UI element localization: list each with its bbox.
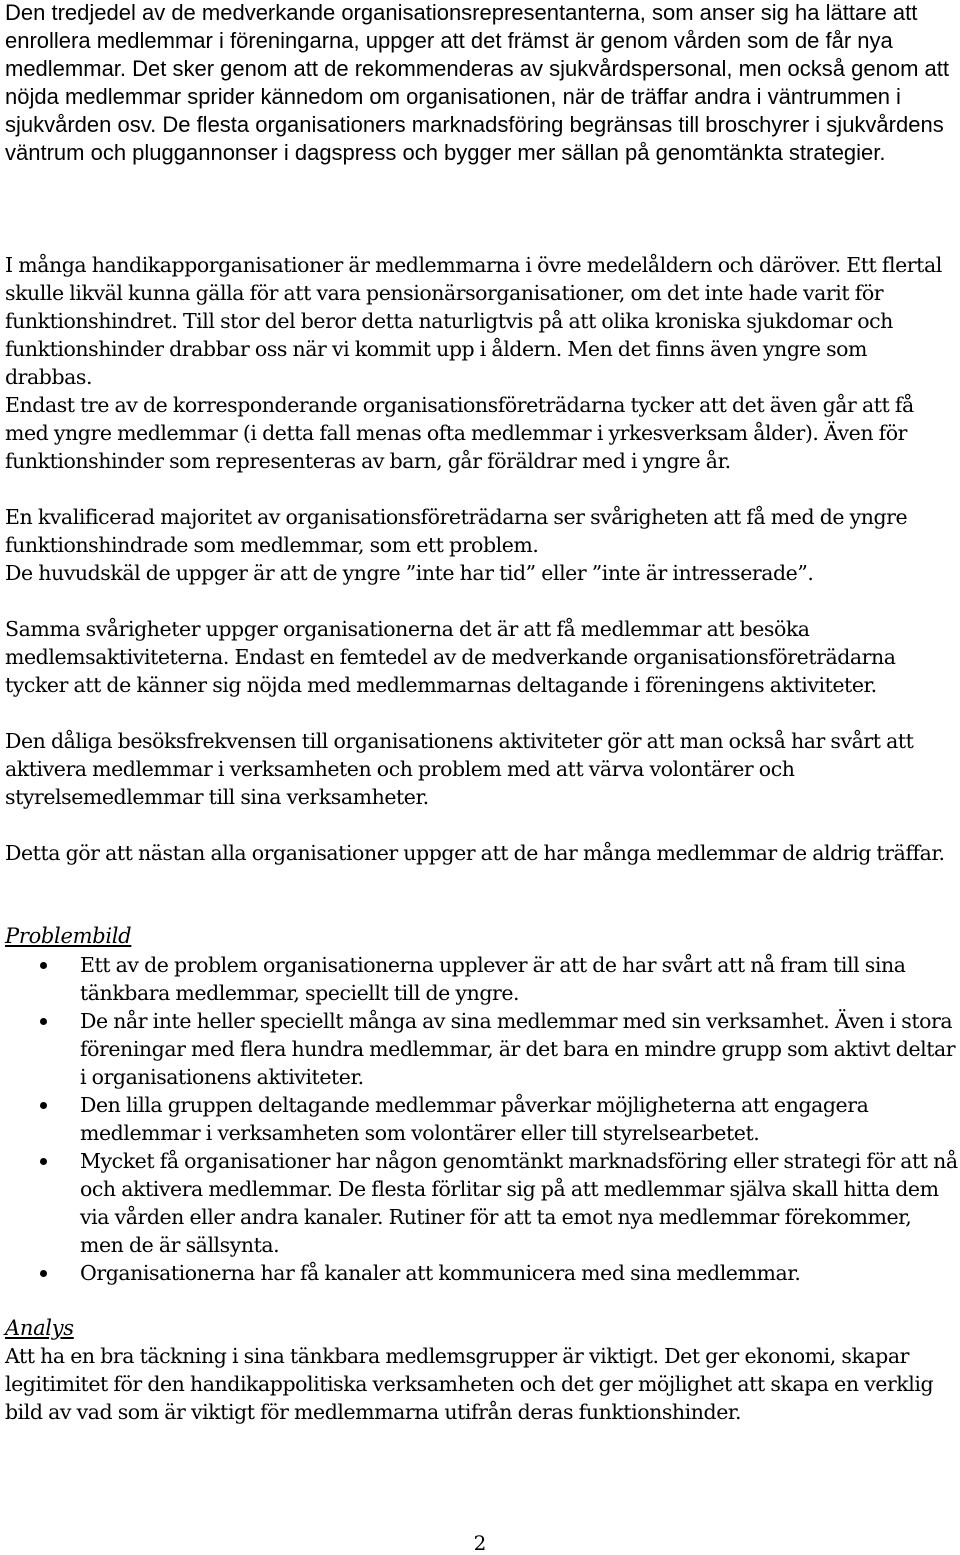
list-item [0, 1259, 958, 1287]
bullet-icon [40, 962, 47, 969]
bullet-icon [40, 1270, 47, 1277]
list-item [0, 951, 958, 1007]
paragraph-huvudskal: De huvudskäl de uppger är att de yngre ”inte har tid” eller ”inte är intresserade”. [5, 561, 814, 585]
list-item [0, 1007, 958, 1091]
list-item-text: De når inte heller speciellt många av sina medlemmar med sin verksamhet. Även i stora föreningar med flera hundra medlemmar, är det bara en mindre grupp som aktivt deltar i organisationens aktiviteter. [80, 1009, 956, 1089]
heading-analys: Analys [5, 1316, 74, 1340]
problembild-list [0, 951, 960, 1287]
list-item [0, 1147, 958, 1259]
list-item-text: Mycket få organisationer har någon genomtänkt marknadsföring eller strategi för att nå och aktivera medlemmar. De flesta förlitar sig på att medlemmar själva skall hitta dem via vården eller andra kanaler. Rutiner för att ta emot nya medlemmar förekommer, men de är sällsynta. [80, 1149, 958, 1257]
list-item-text: Ett av de problem organisationerna upplever är att de har svårt att nå fram till sina tänkbara medlemmar, speciellt till de yngre. [80, 953, 906, 1005]
bullet-icon [40, 1102, 47, 1109]
paragraph-yngre-medlemmar: Endast tre av de korresponderande organisationsföreträdarna tycker att det även går att få med yngre medlemmar (i detta fall menas ofta medlemmar i yrkesverksam ålder). Även för funktionshinder som representeras av barn, går föräldrar med i yngre år. [5, 393, 914, 473]
paragraph-aldrig-traffar: Detta gör att nästan alla organisationer uppger att de har många medlemmar de aldrig träffar. [5, 841, 945, 865]
paragraph-medelaldern: I många handikapporganisationer är medlemmarna i övre medelåldern och däröver. Ett flertal skulle likväl kunna gälla för att vara pensionärsorganisationer, om det inte hade varit för funktionshindret. Till stor del beror detta naturligtvis på att olika kroniska sjukdomar och funktionshinder drabbar oss när vi kommit upp i åldern. Men det finns även yngre som drabbas. [5, 253, 942, 389]
list-item [0, 1091, 958, 1147]
bullet-icon [40, 1158, 47, 1165]
page-number: 2 [473, 1531, 487, 1555]
paragraph-analys: Att ha en bra täckning i sina tänkbara medlemsgrupper är viktigt. Det ger ekonomi, skapar legitimitet för den handikappolitiska verksamheten och det ger möjlighet att skapa en verklig bild av vad som är viktigt för medlemmarna utifrån deras funktionshinder. [5, 1344, 934, 1424]
list-item-text: Den lilla gruppen deltagande medlemmar påverkar möjligheterna att engagera medlemmar i verksamheten som volontärer eller till styrelsearbetet. [80, 1093, 869, 1145]
paragraph-medlemsaktiviteter: Samma svårigheter uppger organisationerna det är att få medlemmar att besöka medlemsaktiviteterna. Endast en femtedel av de medverkande organisationsföreträdarna tycker att de känner sig nöjda med medlemmarnas deltagande i föreningens aktiviteter. [5, 617, 896, 697]
bullet-icon [40, 1018, 47, 1025]
heading-problembild: Problembild [5, 924, 132, 948]
intro-paragraph: Den tredjedel av de medverkande organisationsrepresentanterna, som anser sig ha lättare att enrollera medlemmar i föreningarna, uppger att det främst är genom vården som de får nya medlemmar. Det sker genom att de rekommenderas av sjukvårdspersonal, men också genom att nöjda medlemmar sprider kännedom om organisationen, när de träffar andra i väntrummen i sjukvården osv. De flesta organisationers marknadsföring begränsas till broschyrer i sjukvårdens väntrum och pluggannonser i dagspress och bygger mer sällan på genomtänkta strategier. [5, 0, 949, 165]
paragraph-besoksfrekvens: Den dåliga besöksfrekvensen till organisationens aktiviteter gör att man också har svårt att aktivera medlemmar i verksamheten och problem med att värva volontärer och styrelsemedlemmar till sina verksamheter. [5, 729, 914, 809]
paragraph-kvalificerad-majoritet: En kvalificerad majoritet av organisationsföreträdarna ser svårigheten att få med de yngre funktionshindrade som medlemmar, som ett problem. [5, 505, 908, 557]
list-item-text: Organisationerna har få kanaler att kommunicera med sina medlemmar. [80, 1261, 801, 1285]
